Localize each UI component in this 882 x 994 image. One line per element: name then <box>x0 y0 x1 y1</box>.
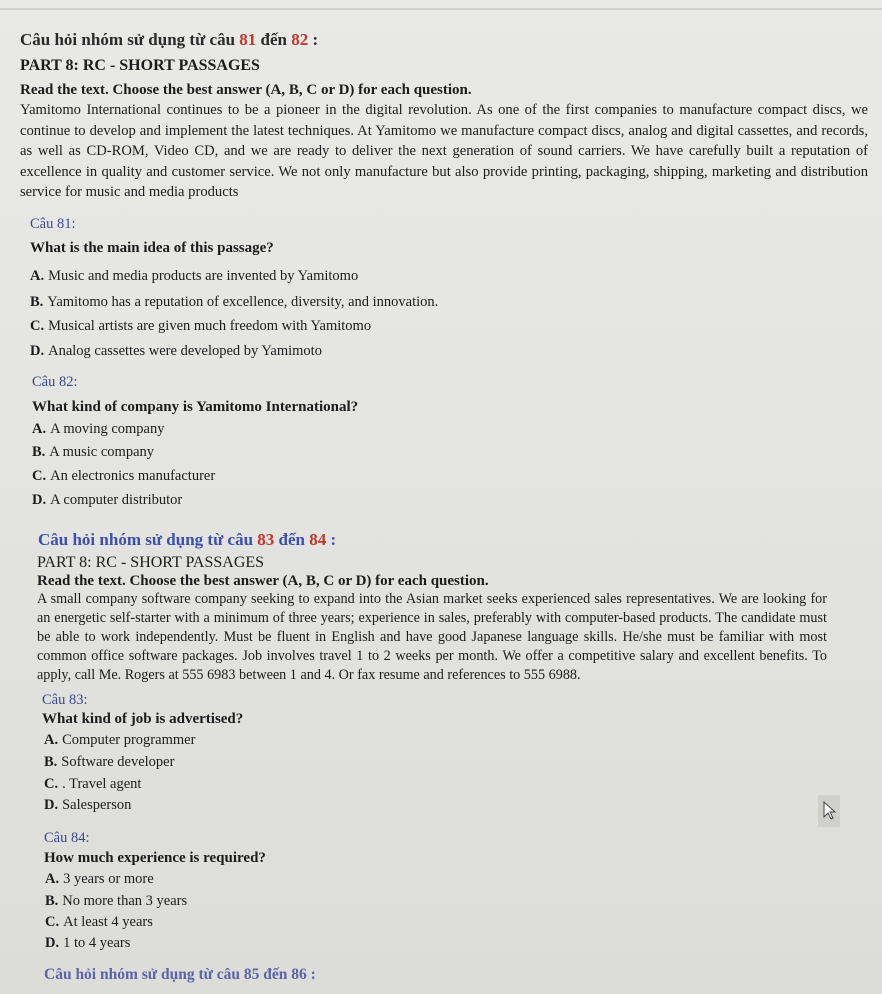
option-letter: A. <box>30 268 45 284</box>
mouse-pointer-icon <box>818 795 840 827</box>
option-d[interactable] <box>32 492 182 509</box>
heading-suffix: : <box>312 30 319 49</box>
option-b[interactable] <box>32 444 154 461</box>
option-text: An electronics manufacturer <box>50 468 216 484</box>
option-letter: C. <box>32 468 47 484</box>
question-number: Câu 81: <box>30 216 76 232</box>
option-letter: B. <box>32 444 46 460</box>
option-text: Musical artists are given much freedom with Yamitomo <box>48 318 372 334</box>
part-title: PART 8: RC - SHORT PASSAGES <box>20 57 260 74</box>
option-letter: A. <box>45 871 60 887</box>
option-letter: D. <box>44 797 59 813</box>
option-text: 3 years or more <box>63 871 154 887</box>
instruction: Read the text. Choose the best answer (A, B, C or D) for each question. <box>20 82 472 98</box>
option-a[interactable] <box>30 268 358 285</box>
option-text: A computer distributor <box>50 492 183 508</box>
option-letter: C. <box>45 914 60 930</box>
option-text: Music and media products are invented by Yamitomo <box>48 268 359 284</box>
option-letter: A. <box>44 732 59 748</box>
option-text: Analog cassettes were developed by Yamimoto <box>48 343 322 359</box>
passage-yamitomo: Yamitomo International continues to be a pioneer in the digital revolution. As one of the first companies to manufacture compact discs, we continue to develop and implement the latest techniques. At Yamitomo we manufacture compact discs, analog and digital cassettes, and records, as well as CD-ROM, Video CD, and we are ready to deliver the next generation of sound carriers. We have carefully built a reputation of excellence in quality and customer service. We not only manufacture but also provide printing, packaging, shipping, marketing and distribution service for music and media products <box>20 102 868 200</box>
option-letter: C. <box>44 776 59 792</box>
part-title: PART 8: RC - SHORT PASSAGES <box>37 554 265 571</box>
option-letter: A. <box>32 421 47 437</box>
option-text: Software developer <box>61 754 175 770</box>
option-text: . Travel agent <box>62 776 142 792</box>
option-c[interactable] <box>44 776 141 793</box>
pointer-arrow-icon <box>818 795 840 827</box>
heading-prefix: Câu hỏi nhóm sử dụng từ câu <box>20 30 236 49</box>
option-b[interactable] <box>30 294 438 311</box>
option-d[interactable] <box>45 935 130 952</box>
heading-suffix: : <box>330 530 337 549</box>
heading-mid: đến <box>278 530 305 549</box>
option-letter: D. <box>45 935 60 951</box>
question-text: How much experience is required? <box>44 850 266 866</box>
option-b[interactable] <box>45 893 187 910</box>
option-text: A moving company <box>50 421 165 437</box>
question-number: Câu 84: <box>44 830 90 846</box>
option-d[interactable] <box>30 343 322 360</box>
heading-start-num: 81 <box>239 30 257 49</box>
option-a[interactable] <box>45 871 154 888</box>
option-letter: C. <box>30 318 45 334</box>
option-text: Yamitomo has a reputation of excellence, diversity, and innovation. <box>47 294 439 310</box>
group-heading-81-82 <box>20 30 318 50</box>
option-text: A music company <box>49 444 155 460</box>
option-letter: B. <box>30 294 44 310</box>
option-c[interactable] <box>30 318 371 335</box>
option-text: Computer programmer <box>62 732 196 748</box>
option-letter: D. <box>30 343 45 359</box>
question-text: What kind of job is advertised? <box>42 711 244 727</box>
question-number: Câu 83: <box>42 692 88 708</box>
option-a[interactable] <box>44 732 195 749</box>
option-c[interactable] <box>32 468 215 485</box>
option-text: Salesperson <box>62 797 132 813</box>
passage-job-ad: A small company software company seeking to expand into the Asian market seeks experienced sales representatives. We are looking for an energetic self-starter with a minimum of three years; experience in sales, preferably with computer-based products. The candidate must be able to work independently. Must be fluent in English and have good Japanese language skills. He/she must be familiar with most common office software packages. Job involves travel 1 to 2 weeks per month. We offer a competitive salary and excellent benefits. To apply, call Me. Rogers at 555 6983 between 1 and 4. Or fax resume and references to 555 6988. <box>37 591 827 683</box>
heading-start-num: 83 <box>257 530 275 549</box>
option-text: No more than 3 years <box>62 893 188 909</box>
option-text: 1 to 4 years <box>63 935 131 951</box>
heading-end-num: 84 <box>309 530 327 549</box>
option-b[interactable] <box>44 754 174 771</box>
option-letter: D. <box>32 492 47 508</box>
question-text: What is the main idea of this passage? <box>30 240 274 256</box>
option-letter: B. <box>44 754 58 770</box>
option-letter: B. <box>45 893 59 909</box>
heading-mid: đến <box>260 30 287 49</box>
heading-prefix: Câu hỏi nhóm sử dụng từ câu <box>38 530 254 549</box>
question-text: What kind of company is Yamitomo International? <box>32 399 359 415</box>
option-d[interactable] <box>44 797 131 814</box>
option-a[interactable] <box>32 421 165 438</box>
group-heading-85-86: Câu hỏi nhóm sử dụng từ câu 85 đến 86 : <box>44 966 316 983</box>
group-heading-83-84 <box>38 530 336 550</box>
instruction: Read the text. Choose the best answer (A, B, C or D) for each question. <box>37 573 489 589</box>
heading-end-num: 82 <box>291 30 309 49</box>
question-number: Câu 82: <box>32 374 78 390</box>
option-c[interactable] <box>45 914 153 931</box>
option-text: At least 4 years <box>63 914 153 930</box>
